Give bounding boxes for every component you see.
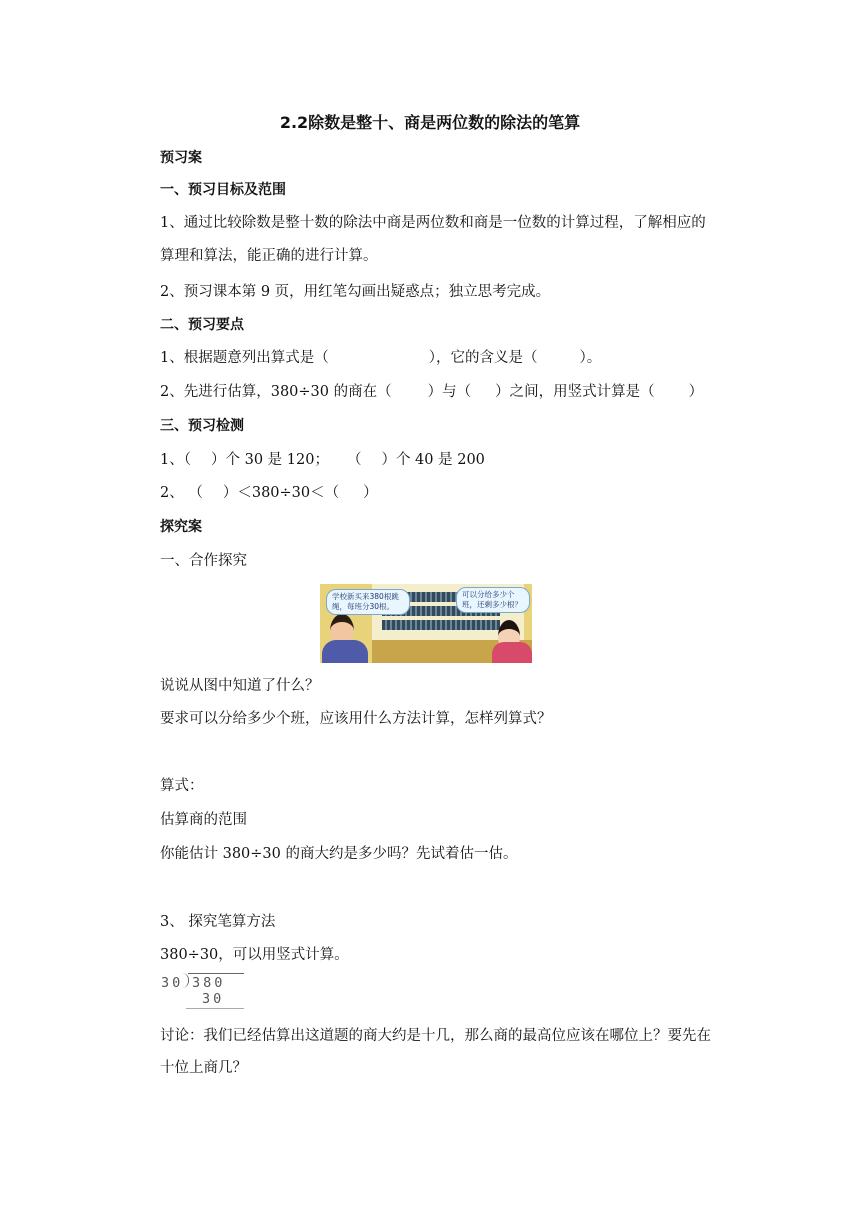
section1-item1-line2: 算理和算法，能正确的进行计算。 — [160, 248, 378, 264]
divisor: 30 — [161, 975, 184, 991]
long-division-figure — [160, 973, 244, 1009]
section2-heading: 二、预习要点 — [160, 317, 244, 333]
student-figure-body — [492, 642, 532, 663]
estimate-question: 你能估计 380÷30 的商大约是多少吗？先试着估一估。 — [160, 846, 518, 862]
section2-item1-part-b: ），它的含义是（ — [428, 350, 538, 366]
classroom-illustration — [320, 584, 532, 663]
section1-heading: 一、预习目标及范围 — [160, 182, 286, 198]
section3-item1-part-a: 1、（ — [160, 452, 191, 468]
estimate-heading: 估算商的范围 — [160, 812, 247, 828]
question-1: 说说从图中知道了什么？ — [160, 678, 320, 694]
partial-product: 30 — [202, 991, 225, 1007]
section3-item1-part-c: （ — [346, 452, 362, 468]
teacher-figure-body — [322, 640, 368, 663]
division-overline — [188, 973, 244, 974]
dividend: 380 — [192, 975, 226, 991]
section2-item1-part-a: 1、根据题意列出算式是（ — [160, 350, 329, 366]
section1-item2: 2、预习课本第 9 页，用红笔勾画出疑惑点；独立思考完成。 — [160, 284, 551, 300]
discussion-line2: 十位上商几？ — [160, 1060, 247, 1076]
question-2: 要求可以分给多少个班，应该用什么方法计算，怎样列算式？ — [160, 711, 552, 727]
section1-item1-line1: 1、通过比较除数是整十数的除法中商是两位数和商是一位数的计算过程，了解相应的 — [160, 215, 706, 231]
explore-heading: 探究案 — [160, 519, 202, 535]
division-bracket — [182, 973, 189, 988]
section3-item1-part-b: ）个 30 是 120； — [210, 452, 329, 468]
section2-item1-part-c: ）。 — [579, 350, 602, 366]
jump-rope-row — [382, 620, 500, 630]
section3-item2-part-c: ） — [363, 485, 378, 501]
section3-item1-part-d: ）个 40 是 200 — [381, 452, 485, 468]
section2-item2-part-d: ） — [688, 384, 704, 400]
step3-text: 380÷30，可以用竖式计算。 — [160, 947, 349, 963]
section2-item2-part-a: 2、先进行估算，380÷30 的商在（ — [160, 384, 392, 400]
step3-heading: 3、 探究笔算方法 — [160, 914, 276, 930]
speech-bubble-right: 可以分给多少个班，还剩多少根？ — [456, 587, 530, 613]
section3-item1 — [160, 450, 485, 470]
formula-label: 算式： — [160, 778, 204, 794]
section3-heading: 三、预习检测 — [160, 418, 244, 434]
section3-item2-part-a: 2、 （ — [160, 485, 203, 501]
speech-bubble-left: 学校新买来380根跳绳，每班分30根。 — [326, 589, 410, 615]
section2-item1 — [160, 348, 601, 368]
discussion-line1: 讨论：我们已经估算出这道题的商大约是十几，那么商的最高位应该在哪位上？要先在 — [160, 1028, 711, 1044]
preview-heading: 预习案 — [160, 150, 202, 166]
section2-item2-part-b: ）与（ — [427, 384, 472, 400]
subtraction-rule — [186, 1008, 244, 1009]
section2-item2-part-c: ）之间，用竖式计算是（ — [495, 384, 655, 400]
section3-item2 — [160, 483, 378, 503]
explore-section1-heading: 一、合作探究 — [160, 553, 247, 569]
page-title: 2.2除数是整十、商是两位数的除法的笔算 — [279, 113, 581, 132]
section2-item2 — [160, 382, 703, 402]
section3-item2-part-b: ）＜380÷30＜（ — [222, 485, 340, 501]
